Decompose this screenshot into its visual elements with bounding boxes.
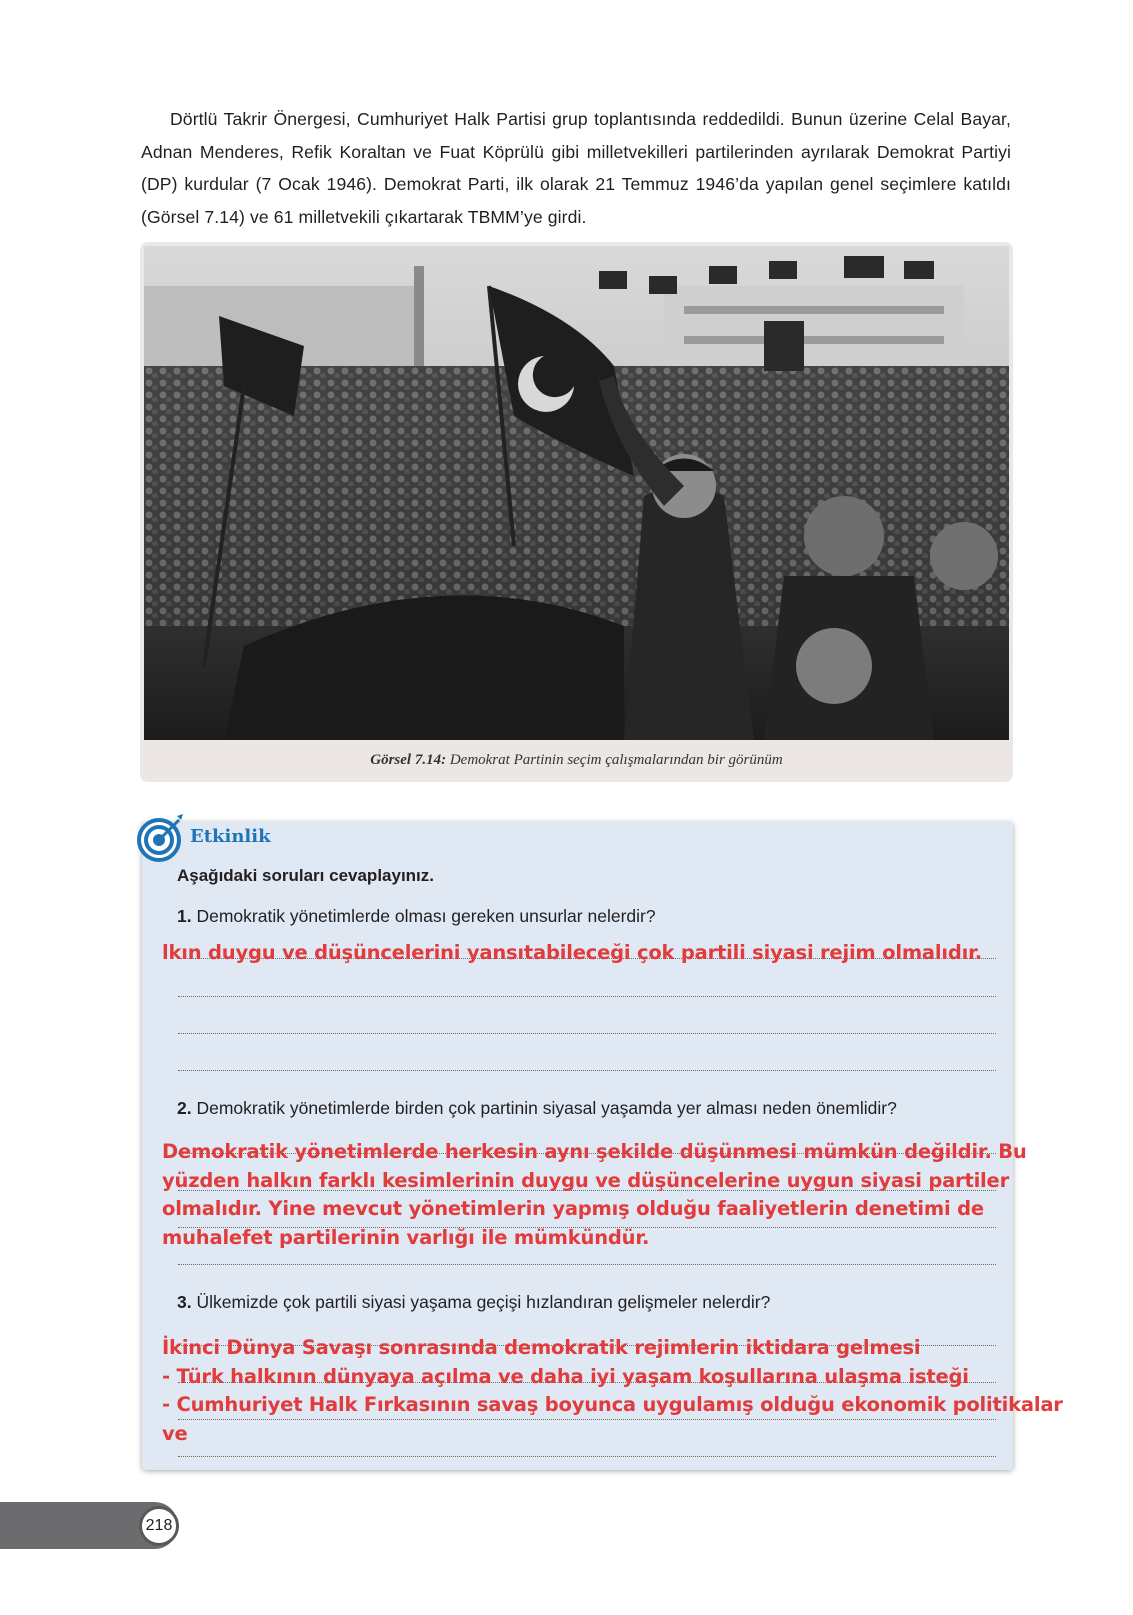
answer-line-text: Demokratik yönetimlerde herkesin aynı şekilde düşünmesi mümkün değildir. Bu [162, 1140, 1027, 1163]
answer-line-text: muhalefet partilerinin varlığı ile mümkündür. [162, 1225, 650, 1249]
handwritten-answer-2 [162, 1138, 1027, 1252]
question-2 [177, 1098, 897, 1119]
question-3 [177, 1292, 770, 1313]
activity-instruction: Aşağıdaki soruları cevaplayınız. [177, 866, 435, 885]
rally-photo [144, 246, 1009, 740]
answer-line-text: lkın duygu ve düşüncelerini yansıtabileceği çok partili siyasi rejim olmalıdır. [162, 941, 982, 964]
answer-line[interactable] [178, 1456, 996, 1457]
answer-line-text: olmalıdır. Yine mevcut yönetimlerin yapmış olduğu faaliyetlerin denetimi de [162, 1197, 984, 1220]
question-text: Demokratik yönetimlerde birden çok partinin siyasal yaşamda yer alması neden önemlidir? [196, 1098, 897, 1118]
handwritten-answer-3 [162, 1334, 1063, 1448]
answer-line-text: - Cumhuriyet Halk Fırkasının savaş boyunca uygulamış olduğu ekonomik politikalar [162, 1393, 1063, 1416]
figure-caption-label: Görsel 7.14: [370, 752, 447, 768]
question-text: Ülkemizde çok partili siyasi yaşama geçişi hızlandıran gelişmeler nelerdir? [196, 1292, 771, 1312]
intro-paragraph: Dörtlü Takrir Önergesi, Cumhuriyet Halk Partisi grup toplantısında reddedildi. Bunun üzerine Celal Bayar, Adnan Menderes, Refik Koraltan ve Fuat Köprülü gibi milletvekilleri partilerinden ayrılarak Demokrat Partiyi (DP) kurdular (7 Ocak 1946). Demokrat Parti, ilk olarak 21 Temmuz 1946’da yapılan genel seçimlere katıldı (Görsel 7.14) ve 61 milletvekili çıkartarak TBMM’ye girdi. [141, 109, 1011, 227]
rally-photo-illustration [144, 246, 1009, 740]
answer-line-text: ve [162, 1421, 188, 1445]
activity-title: Etkinlik [190, 826, 271, 847]
answer-line[interactable] [178, 1033, 996, 1034]
handwritten-answer-1 [162, 939, 982, 968]
question-number: 3. [177, 1292, 192, 1312]
answer-line-text: yüzden halkın farklı kesimlerinin duygu ve düşüncelerine uygun siyasi partiler [162, 1168, 1009, 1192]
question-1 [177, 906, 656, 927]
figure-caption [140, 752, 1013, 769]
answer-line[interactable] [178, 1264, 996, 1265]
answer-line[interactable] [178, 1070, 996, 1071]
figure-caption-text: Demokrat Partinin seçim çalışmalarından bir görünüm [449, 752, 783, 768]
question-number: 2. [177, 1098, 192, 1118]
answer-line-text: İkinci Dünya Savaşı sonrasında demokratik rejimlerin iktidara gelmesi [162, 1336, 921, 1359]
answer-line[interactable] [178, 996, 996, 997]
question-number: 1. [177, 906, 192, 926]
target-icon [137, 812, 187, 862]
question-text: Demokratik yönetimlerde olması gereken unsurlar nelerdir? [196, 906, 656, 926]
page-number: 218 [139, 1506, 179, 1546]
figure-7-14 [140, 242, 1013, 782]
answer-line-text: - Türk halkının dünyaya açılma ve daha iyi yaşam koşullarına ulaşma isteği [162, 1364, 969, 1388]
